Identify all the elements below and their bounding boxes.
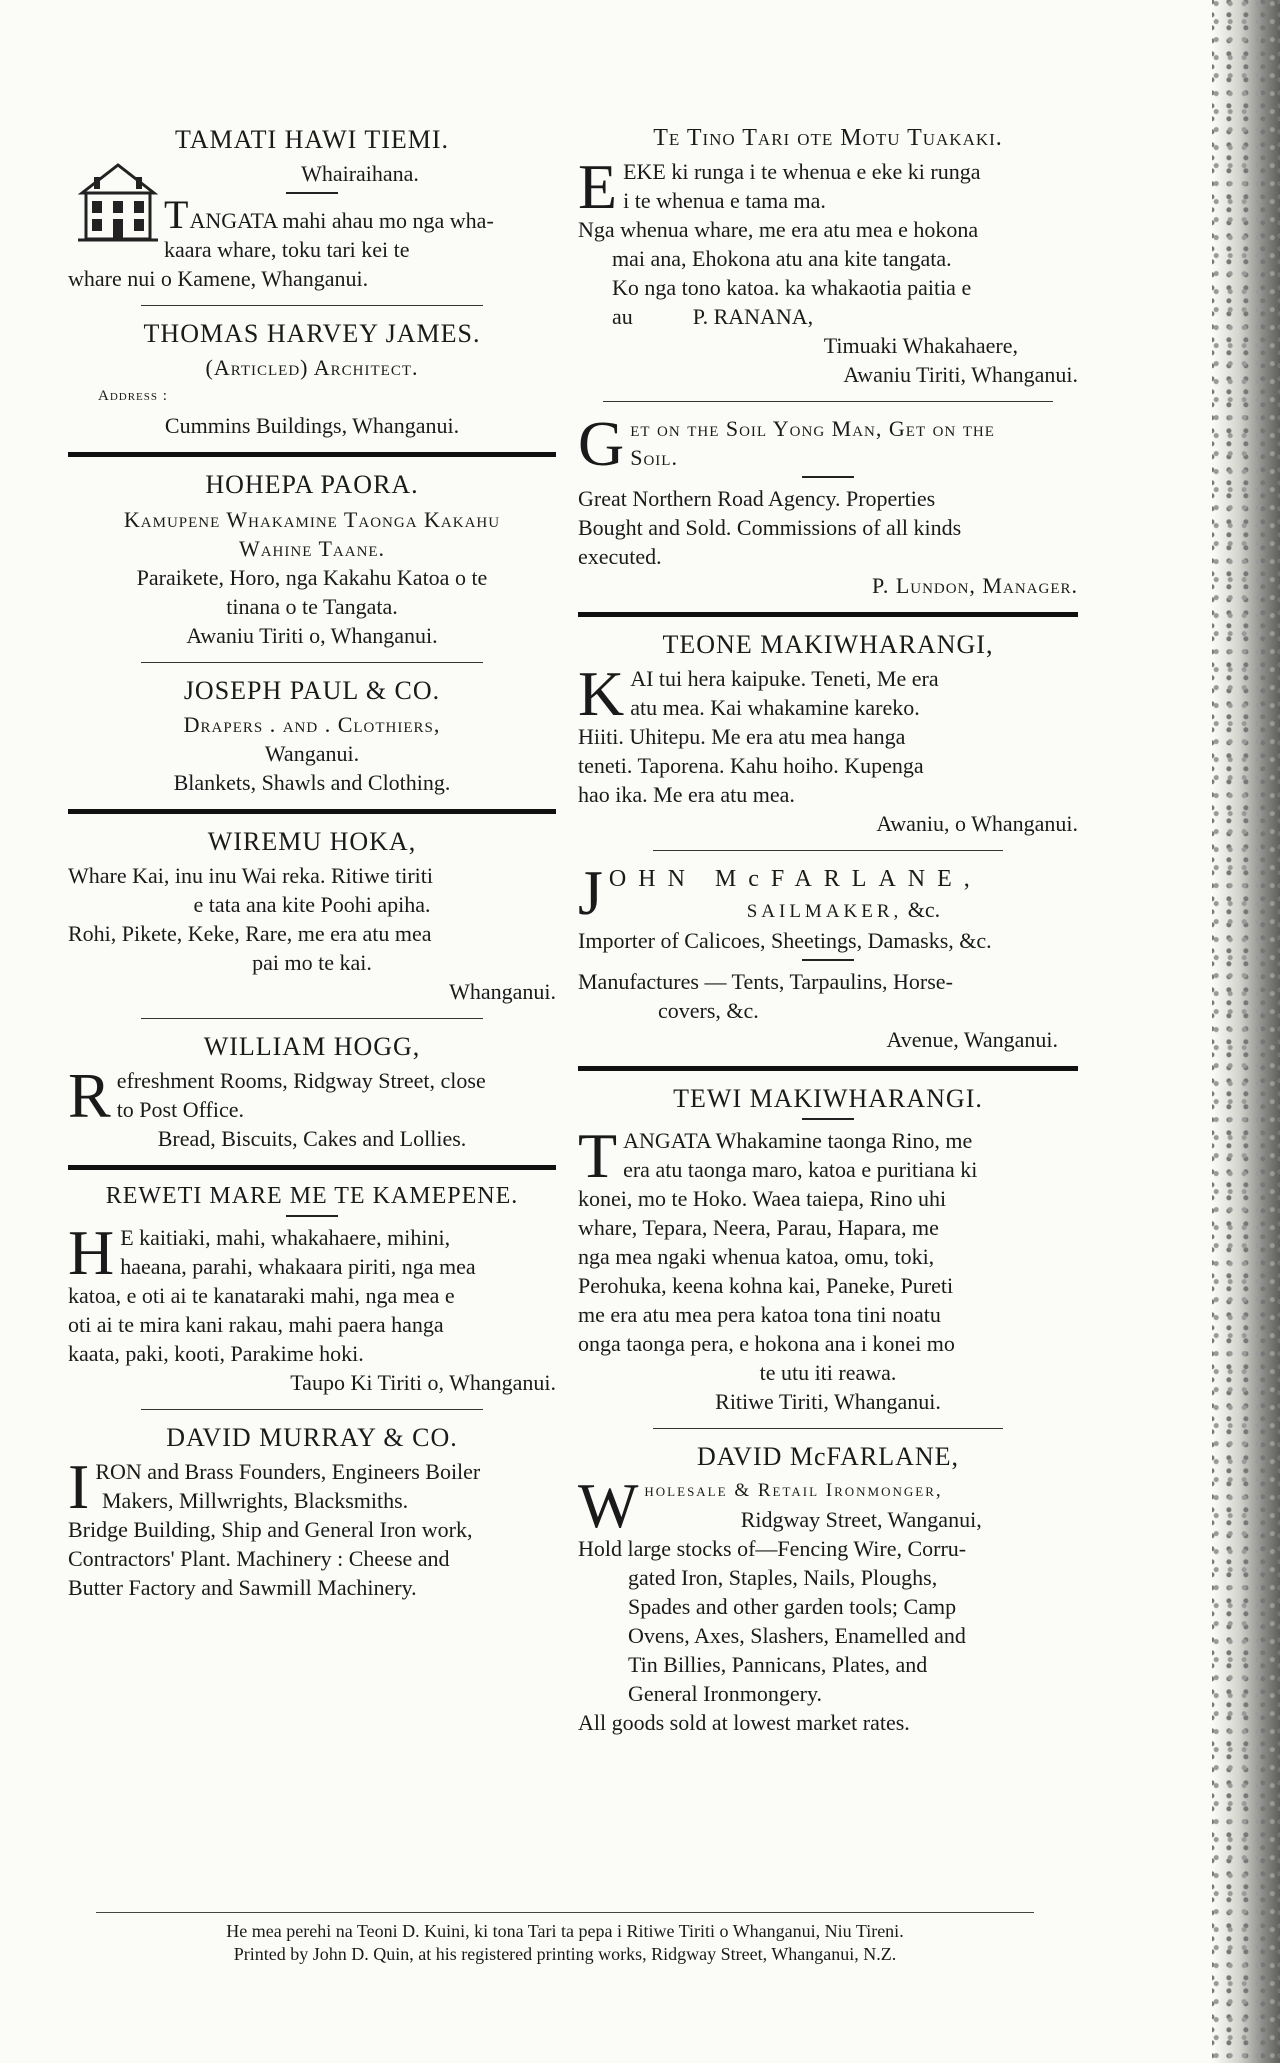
scanned-page-edge bbox=[1212, 0, 1280, 2063]
ad-te-tino-tari bbox=[578, 124, 1078, 389]
dropcap: T bbox=[578, 1120, 618, 1192]
ad-line: Wahine Taane. bbox=[238, 535, 386, 561]
ad-line: atu mea. Kai whakamine kareko. bbox=[630, 694, 920, 720]
ad-line: General Ironmongery. bbox=[628, 1681, 823, 1707]
ad-line: i te whenua e tama ma. bbox=[623, 187, 826, 213]
separator-thick bbox=[578, 612, 1078, 617]
ad-line: Rohi, Pikete, Keke, Rare, me era atu mea bbox=[68, 920, 432, 946]
separator-thick bbox=[68, 1165, 556, 1170]
ad-title: JOSEPH PAUL & CO. bbox=[183, 675, 441, 705]
ad-hohepa-paora bbox=[68, 469, 556, 649]
ad-tamati-hawi-tiemi bbox=[68, 124, 556, 293]
ad-reweti-mare bbox=[68, 1182, 556, 1397]
ad-line: Kamupene Whakamine Taonga Kakahu bbox=[123, 506, 501, 532]
address-label: Address : bbox=[98, 388, 168, 405]
ad-line: whare, Tepara, Neera, Parau, Hapara, me bbox=[578, 1215, 939, 1241]
ad-line: AI tui hera kaipuke. Teneti, Me era bbox=[630, 665, 939, 691]
dropcap: K bbox=[578, 657, 625, 729]
ad-get-on-the-soil bbox=[578, 407, 1078, 600]
imprint-line-english: Printed by John D. Quin, at his registered printing works, Ridgway Street, Whanganui, N.Z. bbox=[233, 1944, 897, 1964]
separator-thin bbox=[653, 850, 1003, 851]
ad-line: Ko nga tono katoa. ka whakaotia paitia e bbox=[612, 274, 972, 300]
divider-dash bbox=[802, 959, 854, 961]
separator-thin bbox=[141, 1018, 483, 1019]
sailmaker-etc: &c. bbox=[907, 896, 941, 922]
ad-line: Nga whenua whare, me era atu mea e hokona bbox=[578, 216, 979, 242]
ad-line: e tata ana kite Poohi apiha. bbox=[193, 891, 431, 917]
ad-line: Spades and other garden tools; Camp bbox=[628, 1594, 957, 1620]
dropcap: T bbox=[164, 192, 190, 238]
ad-line: Bought and Sold. Commissions of all kinds bbox=[578, 514, 962, 540]
divider-dash bbox=[286, 192, 338, 194]
ad-line: Wanganui. bbox=[264, 740, 360, 766]
dropcap: R bbox=[68, 1060, 111, 1132]
ad-line: haeana, parahi, whakaara piriti, nga mea bbox=[120, 1253, 476, 1279]
ad-body-text-c: whare nui o Kamene, Whanganui. bbox=[68, 266, 369, 292]
ad-line: RON and Brass Founders, Engineers Boiler bbox=[95, 1459, 481, 1485]
ad-joseph-paul bbox=[68, 675, 556, 797]
separator-thick bbox=[68, 809, 556, 814]
ad-line: Bridge Building, Ship and General Iron work, bbox=[68, 1517, 473, 1543]
dropcap: H bbox=[68, 1216, 115, 1288]
ad-line: holesale & Retail Ironmonger, bbox=[644, 1480, 943, 1502]
dropcap: J bbox=[578, 856, 603, 928]
separator-thin bbox=[141, 662, 483, 663]
separator-thin bbox=[141, 1409, 483, 1410]
ad-line-a: au bbox=[612, 303, 633, 329]
ad-thomas-harvey-james bbox=[68, 318, 556, 440]
ad-line: OHN McFARLANE, bbox=[608, 865, 982, 892]
ad-line: Timuaki Whakahaere, bbox=[823, 332, 1018, 358]
ad-title: DAVID McFARLANE, bbox=[696, 1442, 960, 1472]
ad-line: Drapers . and . Clothiers, bbox=[183, 711, 441, 737]
ad-line: kaata, paki, kooti, Parakime hoki. bbox=[68, 1340, 364, 1366]
ad-line: mai ana, Ehokona atu ana kite tangata. bbox=[612, 245, 952, 271]
dropcap: E bbox=[578, 150, 618, 222]
ad-line: gated Iron, Staples, Nails, Ploughs, bbox=[628, 1565, 938, 1591]
ad-line: All goods sold at lowest market rates. bbox=[578, 1710, 910, 1736]
separator-thick bbox=[68, 452, 556, 457]
ad-line: Awaniu, o Whanganui. bbox=[876, 810, 1078, 836]
divider-dash bbox=[286, 1215, 338, 1217]
imprint-footer bbox=[90, 1920, 1040, 1966]
ad-line: Makers, Millwrights, Blacksmiths. bbox=[102, 1488, 409, 1514]
ad-title: TEONE MAKIWHARANGI, bbox=[662, 629, 994, 659]
ad-line: onga taonga pera, e hokona ana i konei mo bbox=[578, 1331, 955, 1357]
divider-dash bbox=[802, 1118, 854, 1120]
ad-david-mcfarlane bbox=[578, 1441, 1078, 1737]
ad-line: ANGATA Whakamine taonga Rino, me bbox=[623, 1128, 973, 1154]
ad-line: teneti. Taporena. Kahu hoiho. Kupenga bbox=[578, 752, 924, 778]
ad-title: TAMATI HAWI TIEMI. bbox=[174, 125, 450, 154]
ad-tewi-makiwharangi bbox=[578, 1083, 1078, 1416]
ad-line: P. Lundon, Manager. bbox=[872, 572, 1078, 598]
ad-title: THOMAS HARVEY JAMES. bbox=[143, 319, 481, 349]
ad-wiremu-hoka bbox=[68, 826, 556, 1006]
ad-line: Bread, Biscuits, Cakes and Lollies. bbox=[157, 1126, 467, 1152]
ad-line: Manufactures — Tents, Tarpaulins, Horse- bbox=[578, 968, 953, 994]
ad-line: Hiiti. Uhitepu. Me era atu mea hanga bbox=[578, 723, 906, 749]
ad-line-b: P. RANANA, bbox=[692, 303, 814, 329]
ad-line: Taupo Ki Tiriti o, Whanganui. bbox=[290, 1369, 556, 1395]
separator-thin bbox=[603, 401, 1053, 402]
ad-line: Whanganui. bbox=[449, 978, 556, 1004]
imprint-line-maori: He mea perehi na Teoni D. Kuini, ki tona Tari ta pepa i Ritiwe Tiriti o Whanganui, Niu Tireni. bbox=[226, 1921, 904, 1941]
ad-line: Importer of Calicoes, Sheetings, Damasks, &c. bbox=[578, 927, 992, 953]
ad-line: konei, mo te Hoko. Waea taiepa, Rino uhi bbox=[578, 1186, 947, 1212]
ad-body-text-b: kaara whare, toku tari kei te bbox=[164, 237, 410, 263]
ad-teone-makiwharangi bbox=[578, 629, 1078, 838]
ad-line: to Post Office. bbox=[116, 1097, 244, 1123]
ad-line: Blankets, Shawls and Clothing. bbox=[173, 769, 451, 795]
ad-line: Ritiwe Tiriti, Whanganui. bbox=[715, 1389, 941, 1415]
ad-title: REWETI MARE ME TE KAMEPENE. bbox=[105, 1183, 519, 1210]
ad-line bbox=[578, 302, 1078, 331]
ad-subtitle: Whairaihana. bbox=[301, 161, 419, 187]
ad-title: Te Tino Tari ote Motu Tuakaki. bbox=[653, 125, 1003, 151]
ad-line: era atu taonga maro, katoa e puritiana ki bbox=[623, 1157, 978, 1183]
ad-line: nga mea ngaki whenua katoa, omu, toki, bbox=[578, 1244, 935, 1270]
dropcap: W bbox=[578, 1470, 639, 1542]
ad-title: WILLIAM HOGG, bbox=[203, 1031, 421, 1061]
dropcap: G bbox=[578, 407, 625, 479]
ad-david-murray bbox=[68, 1422, 556, 1602]
left-column bbox=[68, 118, 556, 1602]
separator-thick bbox=[578, 1066, 1078, 1071]
ad-line: Perohuka, keena kohna kai, Paneke, Pureti bbox=[578, 1273, 954, 1299]
ad-line: Whare Kai, inu inu Wai reka. Ritiwe tiriti bbox=[68, 862, 433, 888]
ad-line: et on the Soil Yong Man, Get on the bbox=[630, 415, 995, 441]
ad-body-text-a: ANGATA mahi ahau mo nga wha- bbox=[189, 208, 494, 234]
ad-line: katoa, e oti ai te kanataraki mahi, nga mea e bbox=[68, 1282, 455, 1308]
ad-line: EKE ki runga i te whenua e eke ki runga bbox=[623, 158, 981, 184]
ad-line: E kaitiaki, mahi, whakahaere, mihini, bbox=[120, 1224, 451, 1250]
ad-title: TEWI MAKIWHARANGI. bbox=[673, 1083, 983, 1113]
ad-william-hogg bbox=[68, 1031, 556, 1153]
ad-line: Avenue, Wanganui. bbox=[886, 1026, 1058, 1052]
ad-title: HOHEPA PAORA. bbox=[205, 470, 419, 500]
divider-dash bbox=[802, 476, 854, 478]
ad-line: Ridgway Street, Wanganui, bbox=[740, 1507, 982, 1533]
house-icon bbox=[78, 159, 158, 243]
ad-line: Awaniu Tiriti o, Whanganui. bbox=[186, 622, 438, 648]
dropcap: I bbox=[68, 1451, 90, 1523]
ad-line bbox=[578, 895, 1078, 926]
ad-line: Paraikete, Horo, nga Kakahu Katoa o te bbox=[136, 564, 488, 590]
ad-line: Soil. bbox=[630, 444, 678, 470]
ad-line: oti ai te mira kani rakau, mahi paera hanga bbox=[68, 1311, 444, 1337]
sailmaker-label: SAILMAKER, bbox=[746, 900, 903, 922]
ad-john-mcfarlane bbox=[578, 856, 1078, 1054]
ad-line: Awaniu Tiriti, Whanganui. bbox=[843, 361, 1078, 387]
separator-thin bbox=[141, 305, 483, 306]
ad-line: Great Northern Road Agency. Properties bbox=[578, 485, 936, 511]
ad-address: Cummins Buildings, Whanganui. bbox=[164, 413, 460, 439]
ad-line: Contractors' Plant. Machinery : Cheese and bbox=[68, 1546, 450, 1572]
ad-line: executed. bbox=[578, 543, 662, 569]
ad-line: Ovens, Axes, Slashers, Enamelled and bbox=[628, 1623, 966, 1649]
ad-line: Butter Factory and Sawmill Machinery. bbox=[68, 1575, 417, 1601]
ad-title: DAVID MURRAY & CO. bbox=[166, 1422, 458, 1452]
ad-line: Hold large stocks of—Fencing Wire, Corru- bbox=[578, 1536, 967, 1562]
right-column bbox=[578, 118, 1078, 1737]
ad-line: pai mo te kai. bbox=[252, 949, 372, 975]
ad-line: tinana o te Tangata. bbox=[226, 593, 398, 619]
ad-title: WIREMU HOKA, bbox=[207, 826, 417, 856]
ad-line: te utu iti reawa. bbox=[759, 1360, 897, 1386]
separator-thin bbox=[653, 1428, 1003, 1429]
ad-line: me era atu mea pera katoa tona tini noatu bbox=[578, 1302, 941, 1328]
ad-line: hao ika. Me era atu mea. bbox=[578, 781, 795, 807]
ad-line: efreshment Rooms, Ridgway Street, close bbox=[116, 1068, 486, 1094]
footer-rule bbox=[96, 1912, 1034, 1913]
ad-line: Tin Billies, Pannicans, Plates, and bbox=[628, 1652, 928, 1678]
ad-role: (Articled) Architect. bbox=[205, 355, 419, 381]
ad-line: covers, &c. bbox=[658, 997, 759, 1023]
